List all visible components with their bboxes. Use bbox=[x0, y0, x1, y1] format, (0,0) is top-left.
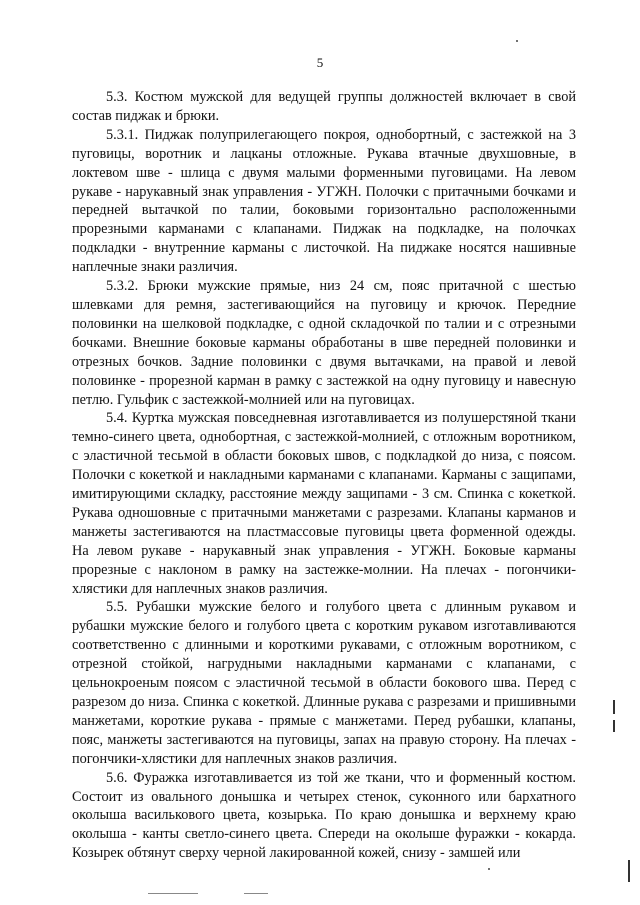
page-number: 5 bbox=[316, 55, 324, 70]
scan-mark bbox=[628, 860, 630, 882]
document-body bbox=[72, 88, 576, 863]
paragraph-5-4: 5.4. Куртка мужская повседневная изготавливается из полушерстяной ткани темно-синего цвета, однобортная, с застежкой-молнией, с отложным воротником, с эластичной тесьмой в области боковых швов, с подкладкой до низа, с поясом. Полочки с кокеткой и накладными карманами с клапанами. Карманы с защипами, имитирующими складку, расстояние между защипами - 3 см. Спинка с кокеткой. Рукава одношовные с притачными манжетами с разрезами. Клапаны карманов и манжеты застегиваются на пластмассовые пуговицы цвета форменной одежды. На левом рукаве - нарукавный знак управления - УГЖН. Боковые карманы прорезные с наклоном в рамку на застежке-молнии. На плечах - погончики-хлястики для наплечных знаков различия. bbox=[72, 410, 576, 597]
scan-speck bbox=[488, 868, 490, 870]
paragraph-5-5: 5.5. Рубашки мужские белого и голубого цвета с длинным рукавом и рубашки мужские белого и голубого цвета с коротким рукавом изготавливаются соответственно с длинными и короткими рукавами, с отложным воротником, с отрезной стойкой, нагрудными накладными карманами с клапанами, с цельнокроеным поясом с эластичной тесьмой в области бокового шва. Перед с разрезом до низа. Спинка с кокеткой. Длинные рукава с разрезами и пришивными манжетами, короткие рукава - прямые с манжетами. Перед рубашки, клапаны, пояс, манжеты застегиваются на пуговицы, запах на правую сторону. На плечах - погончики-хлястики для наплечных знаков различия. bbox=[72, 599, 576, 767]
scan-mark bbox=[613, 720, 615, 732]
paragraph-5-3: 5.3. Костюм мужской для ведущей группы должностей включает в свой состав пиджак и брюки. bbox=[72, 89, 576, 124]
paragraph-5-3-1: 5.3.1. Пиджак полуприлегающего покроя, однобортный, с застежкой на 3 пуговицы, воротник и лацканы отложные. Рукава втачные двухшовные, в локтевом шве - шлица с двумя малыми форменными пуговицами. На левом рукаве - нарукавный знак управления - УГЖН. Полочки с притачными бочками и передней вытачкой по талии, боковыми горизонтально расположенными прорезными карманами с клапанами. Пиджак на подкладке, на полочках подкладки - внутренние карманы с листочкой. На пиджаке носятся нашивные наплечные знаки различия. bbox=[72, 126, 576, 276]
paragraph-5-6: 5.6. Фуражка изготавливается из той же ткани, что и форменный костюм. Состоит из овального донышка и четырех стенок, суконного или бархатного околыша василькового цвета, козырька. По краю донышка и верхнему краю околыша - канты светло-синего цвета. Спереди на околыше фуражки - кокарда. Козырек обтянут сверху черной лакированной кожей, снизу - замшей или bbox=[72, 769, 576, 862]
scan-mark bbox=[148, 893, 198, 894]
scan-mark bbox=[613, 700, 615, 714]
scan-speck bbox=[516, 40, 518, 42]
scan-mark bbox=[244, 893, 268, 894]
paragraph-5-3-2: 5.3.2. Брюки мужские прямые, низ 24 см, пояс притачной с шестью шлевками для ремня, застегивающийся на пуговицу и крючок. Передние половинки на шелковой подкладке, с одной складочкой по талии и с отрезными бочками. Внешние боковые карманы обработаны в шве передней половинки и отрезных бочков. Задние половинки с двумя вытачками, на правой и левой половинке - прорезной карман в рамку с застежкой на одну пуговицу и навесную петлю. Гульфик с застежкой-молнией или на пуговицах. bbox=[72, 278, 576, 408]
